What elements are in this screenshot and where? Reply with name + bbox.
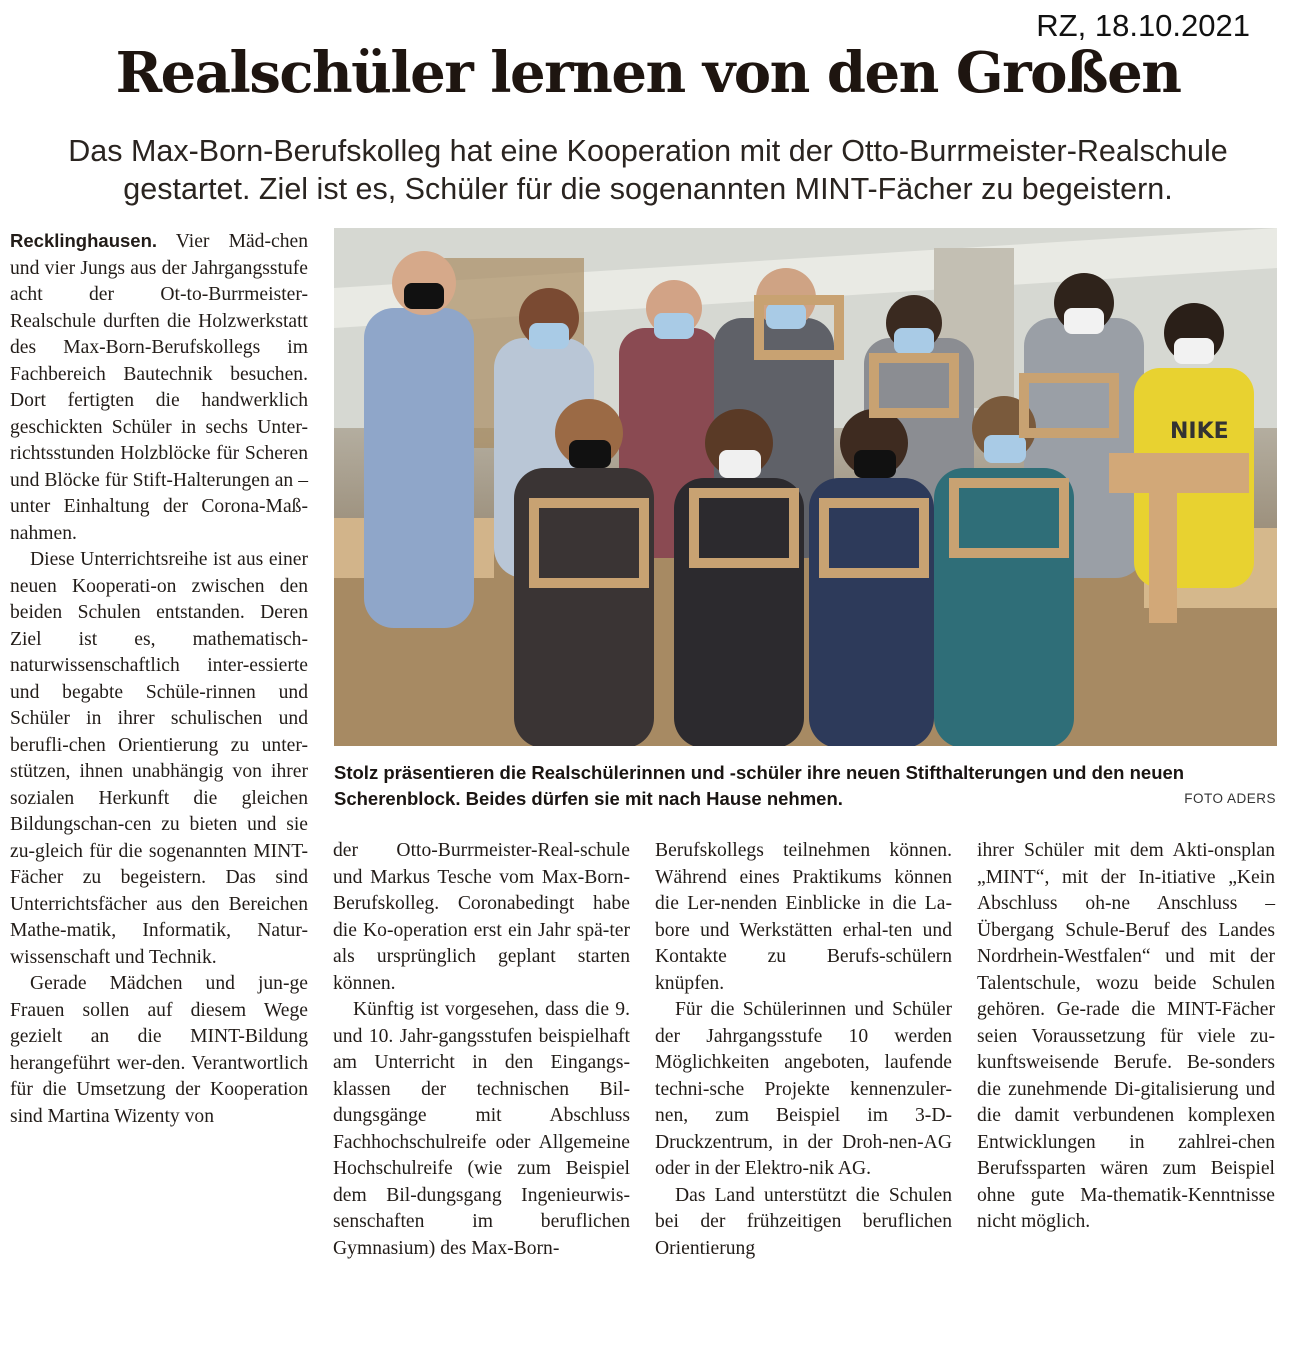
- article-photo: [334, 228, 1277, 746]
- paragraph: Gerade Mädchen und jun-ge Frauen sollen auf diesem Wege gezielt an die MINT-Bildung herangeführt wer-den. Verantwortlich für die Umsetzung der Kooperation sind Martina Wizenty von: [10, 973, 308, 1127]
- paragraph: Diese Unterrichtsreihe ist aus einer neuen Kooperati-on zwischen den beiden Schulen entstanden. Deren Ziel ist es, mathematisch-naturwissenschaftlich inter-essierte und begabte Schüle-rinnen und Schüler in ihrer schulischen und berufli-chen Orientierung zu unter-stützen, ihnen unabhängig von ihrer sozialen Herkunft die gleichen Bildungschan-cen zu bieten und sie zu-gleich für die sogenannten MINT-Fächer zu begeistern. Das sind Unterrichtsfächer aus den Bereichen Mathe-matik, Informatik, Natur-wissenschaft und Technik.: [10, 549, 308, 968]
- article-column-3: [655, 838, 952, 1262]
- paragraph: Berufskollegs teilnehmen können. Während eines Praktikums können die Ler-nenden Einblicke in die La-bore und Werkstätten erhal-ten und Kontakte zu Berufs-schülern knüpfen.: [655, 840, 952, 994]
- photo-caption: Stolz präsentieren die Realschülerinnen und -schüler ihre neuen Stifthalterungen und den neuen Scherenblock. Beides dürfen sie mit nach Hause nehmen.: [334, 762, 1185, 809]
- shirt-print: NIKE: [1170, 419, 1229, 444]
- headline: Realschüler lernen von den Großen: [115, 40, 1181, 106]
- dateline: Recklinghausen.: [10, 230, 158, 251]
- paragraph: der Otto-Burrmeister-Real-schule und Markus Tesche vom Max-Born-Berufskolleg. Coronabedingt habe die Ko-operation erst ein Jahr spä-ter als ursprünglich geplant starten können.: [333, 840, 630, 994]
- paragraph: Für die Schülerinnen und Schüler der Jahrgangsstufe 10 werden Möglichkeiten angeboten, laufende techni-sche Projekte kennenzuler-nen, zum Beispiel im 3-D-Druckzentrum, in der Droh-nen-AG oder in der Elektro-nik AG.: [655, 999, 952, 1179]
- article-column-4: [977, 838, 1275, 1236]
- article-column-1: [10, 228, 308, 1130]
- paragraph: [10, 228, 308, 547]
- paragraph: Das Land unterstützt die Schulen bei der frühzeitigen beruflichen Orientierung: [655, 1184, 952, 1259]
- source-label: RZ, 18.10.2021: [1036, 8, 1250, 43]
- paragraph-text: Vier Mäd-chen und vier Jungs aus der Jahrgangsstufe acht der Ot-to-Burrmeister-Realschule durften die Holzwerkstatt des Max-Born-Berufskollegs im Fachbereich Bautechnik besuchen. Dort fertigten die handwerklich geschickten Schüler in sechs Unter-richtsstunden Holzblöcke für Scheren und Blöcke für Stift-Halterungen an – unter Einhaltung der Corona-Maß-nahmen.: [10, 231, 308, 544]
- paragraph: ihrer Schüler mit dem Akti-onsplan „MINT“, mit der In-itiative „Kein Abschluss oh-ne Anschluss – Übergang Schule-Beruf des Landes Nordrhein-Westfalen“ und mit der Talentschule, wozu beide Schulen gehören. Ge-rade die MINT-Fächer seien Voraussetzung für viele zu-kunftsweisende Berufe. Be-sonders die zunehmende Di-gitalisierung und die damit verbundenen komplexen Entwicklungen in zahlrei-chen Berufssparten wären zum Beispiel ohne gute Ma-thematik-Kenntnisse nicht möglich.: [977, 840, 1275, 1232]
- photo-credit: FOTO ADERS: [1184, 791, 1276, 806]
- paragraph: Künftig ist vorgesehen, dass die 9. und 10. Jahr-gangsstufen beispielhaft am Unterricht in den Eingangs-klassen der technischen Bil-dungsgänge mit Abschluss Fachhochschulreife oder Allgemeine Hochschulreife (wie zum Beispiel dem Bil-dungsgang Ingenieurwis-senschaften im beruflichen Gymnasium) des Max-Born-: [333, 999, 630, 1259]
- workshop-group-photo: [334, 228, 1277, 746]
- article-column-2: [333, 838, 630, 1262]
- subheadline: Das Max-Born-Berufskolleg hat eine Kooperation mit der Otto-Burrmeister-Realschule gestartet. Ziel ist es, Schüler für die sogenannten MINT-Fächer zu begeistern.: [68, 134, 1228, 206]
